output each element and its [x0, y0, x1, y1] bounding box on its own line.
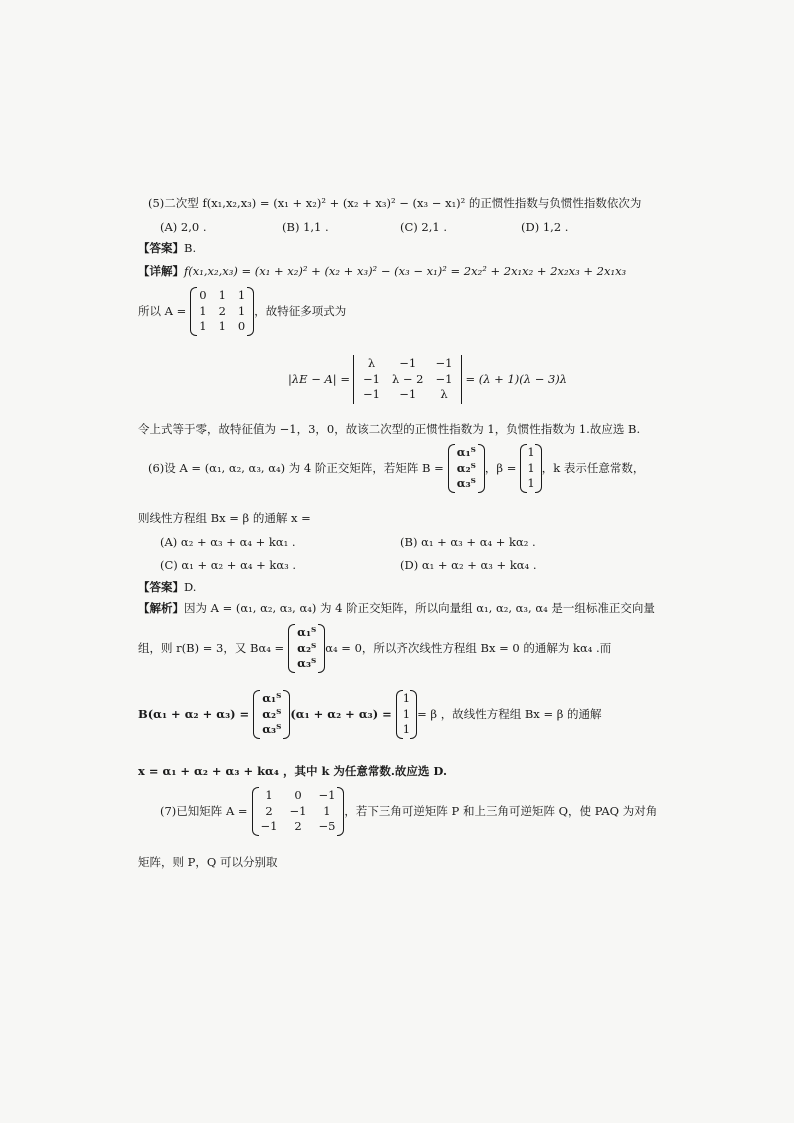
matrix-cell: 1 [237, 288, 246, 302]
answer-value: B. [184, 241, 197, 255]
matrix-cell: 1 [527, 445, 535, 459]
matrix-cell: 1 [323, 803, 331, 818]
matrix-cell: α₂ᵀ [262, 706, 282, 721]
matrix-cell: α₂ᵀ [297, 640, 317, 655]
q6-analysis-line4: x = α₁ + α₂ + α₃ + kα₄ ，其中 k 为任意常数.故应选 D. [138, 764, 447, 778]
q6-analysis-line3 [138, 690, 602, 739]
matrix-cell: λ [367, 356, 376, 370]
answer-tag: 【答案】 [138, 241, 184, 255]
q7-stem-line [160, 787, 657, 836]
vector-beta [520, 444, 541, 493]
matrix-cell: 2 [265, 803, 273, 818]
matrix-cell: −1 [435, 371, 453, 386]
q7-stem-a: (7)已知矩阵 A = [160, 804, 248, 819]
matrix-cell: −1 [399, 356, 417, 370]
q6-option-d: (D) α₁ + α₂ + α₃ + kα₄ . [400, 558, 537, 572]
matrix-cell: α₃ᵀ [297, 656, 317, 670]
analysis-text-3b: (α₁ + α₂ + α₃) = [290, 707, 392, 722]
q5-option-a: (A) 2,0 . [160, 220, 207, 234]
q5-option-c: (C) 2,1 . [400, 220, 448, 234]
q6-analysis-line1 [138, 603, 655, 615]
analysis-text-2a: 组，则 r(B) = 3，又 Bα₄ = [138, 641, 285, 656]
analysis-text-3c: = β ，故线性方程组 Bx = β 的通解 [417, 707, 602, 722]
detail-equation: f(x₁,x₂,x₃) = (x₁ + x₂)² + (x₂ + x₃)² − (x₃ − x₁)² = 2x₂² + 2x₁x₂ + 2x₂x₃ + 2x₁x₃ [184, 264, 627, 278]
matrix-b-inline-2 [253, 690, 290, 739]
q6-answer [138, 582, 196, 594]
q6-option-b: (B) α₁ + α₃ + α₄ + kα₂ . [400, 535, 536, 549]
matrix-a [190, 287, 254, 336]
so-a-label: 所以 A = [138, 304, 187, 319]
matrix-b-inline [288, 624, 325, 673]
matrix-cell: 1 [199, 319, 207, 333]
matrix-cell: λ [440, 387, 448, 401]
matrix-b [448, 444, 485, 493]
q6-stem-d: 则线性方程组 Bx = β 的通解 x = [138, 511, 311, 525]
matrix-cell: 1 [237, 303, 246, 318]
matrix-cell: α₃ᵀ [456, 476, 476, 490]
matrix-cell: 1 [265, 788, 273, 802]
matrix-cell: −1 [362, 387, 380, 401]
q5-determinant [288, 355, 567, 404]
q7-stem-c: 矩阵，则 P，Q 可以分别取 [138, 855, 278, 869]
detail-tag: 【详解】 [138, 264, 184, 278]
matrix-cell: 2 [294, 819, 302, 833]
matrix-cell: 2 [218, 303, 226, 318]
q6-option-c: (C) α₁ + α₂ + α₄ + kα₃ . [160, 558, 297, 572]
matrix-cell: 1 [527, 476, 535, 490]
matrix-cell: 1 [402, 691, 411, 705]
vector-ones [396, 690, 417, 739]
det-right: = (λ + 1)(λ − 3)λ [465, 372, 568, 387]
matrix-cell: 1 [402, 706, 411, 721]
analysis-text-2b: α₄ = 0，所以齐次线性方程组 Bx = 0 的通解为 kα₄ .而 [325, 641, 612, 656]
q6-stem-c: ，k 表示任意常数， [541, 461, 645, 476]
q7-stem-b: ，若下三角可逆矩阵 P 和上三角可逆矩阵 Q，使 PAQ 为对角 [344, 804, 658, 819]
q6-stem-b: ，β = [484, 461, 517, 476]
matrix-cell: 0 [237, 319, 246, 333]
matrix-cell: −1 [362, 371, 380, 386]
matrix-cell: α₃ᵀ [262, 722, 282, 736]
q5-conclusion: 令上式等于零，故特征值为 −1，3，0，故该二次型的正惯性指数为 1，负惯性指数为 1.故应选 B. [138, 422, 641, 436]
matrix-cell: −1 [435, 356, 453, 370]
matrix-cell: −1 [399, 387, 417, 401]
matrix-cell: 0 [294, 788, 302, 802]
matrix-cell: α₂ᵀ [456, 460, 476, 475]
analysis-text-3a: B(α₁ + α₂ + α₃) = [138, 707, 250, 722]
q5-detail [138, 266, 626, 278]
q6-option-a: (A) α₂ + α₃ + α₄ + kα₁ . [160, 535, 296, 549]
matrix-cell: 1 [199, 303, 207, 318]
q6-stem-a: (6)设 A = (α₁, α₂, α₃, α₄) 为 4 阶正交矩阵，若矩阵 B = [148, 461, 444, 476]
matrix-cell: 1 [218, 319, 226, 333]
char-poly-label: ，故特征多项式为 [254, 304, 347, 319]
q7-matrix [252, 787, 345, 836]
q5-option-b: (B) 1,1 . [282, 220, 329, 234]
det-left: |λE − A| = [288, 372, 350, 387]
q5-answer [138, 243, 196, 255]
matrix-cell: 1 [527, 460, 535, 475]
matrix-cell: α₁ᵀ [297, 625, 317, 639]
analysis-text-1: 因为 A = (α₁, α₂, α₃, α₄) 为 4 阶正交矩阵，所以向量组 α₁, α₂, α₃, α₄ 是一组标准正交向量 [184, 601, 655, 615]
answer-tag: 【答案】 [138, 580, 184, 594]
matrix-cell: α₁ᵀ [456, 445, 476, 459]
matrix-cell: 0 [199, 288, 207, 302]
matrix-cell: −1 [289, 803, 307, 818]
matrix-cell: 1 [402, 722, 411, 736]
matrix-cell: −1 [318, 788, 336, 802]
matrix-cell: λ − 2 [391, 371, 424, 386]
q5-option-d: (D) 1,2 . [521, 220, 569, 234]
analysis-tag: 【解析】 [138, 601, 184, 615]
det-matrix [353, 355, 462, 404]
matrix-cell: α₁ᵀ [262, 691, 282, 705]
q5-stem: (5)二次型 f(x₁,x₂,x₃) = (x₁ + x₂)² + (x₂ + x₃)² − (x₃ − x₁)² 的正惯性指数与负惯性指数依次为 [148, 196, 642, 210]
answer-value: D. [184, 580, 197, 594]
matrix-cell: −1 [260, 819, 278, 833]
q6-stem-line [148, 444, 644, 493]
q5-matrix-a-line [138, 287, 346, 336]
matrix-cell: −5 [318, 819, 336, 833]
q6-analysis-line2 [138, 624, 611, 673]
matrix-cell: 1 [218, 288, 226, 302]
